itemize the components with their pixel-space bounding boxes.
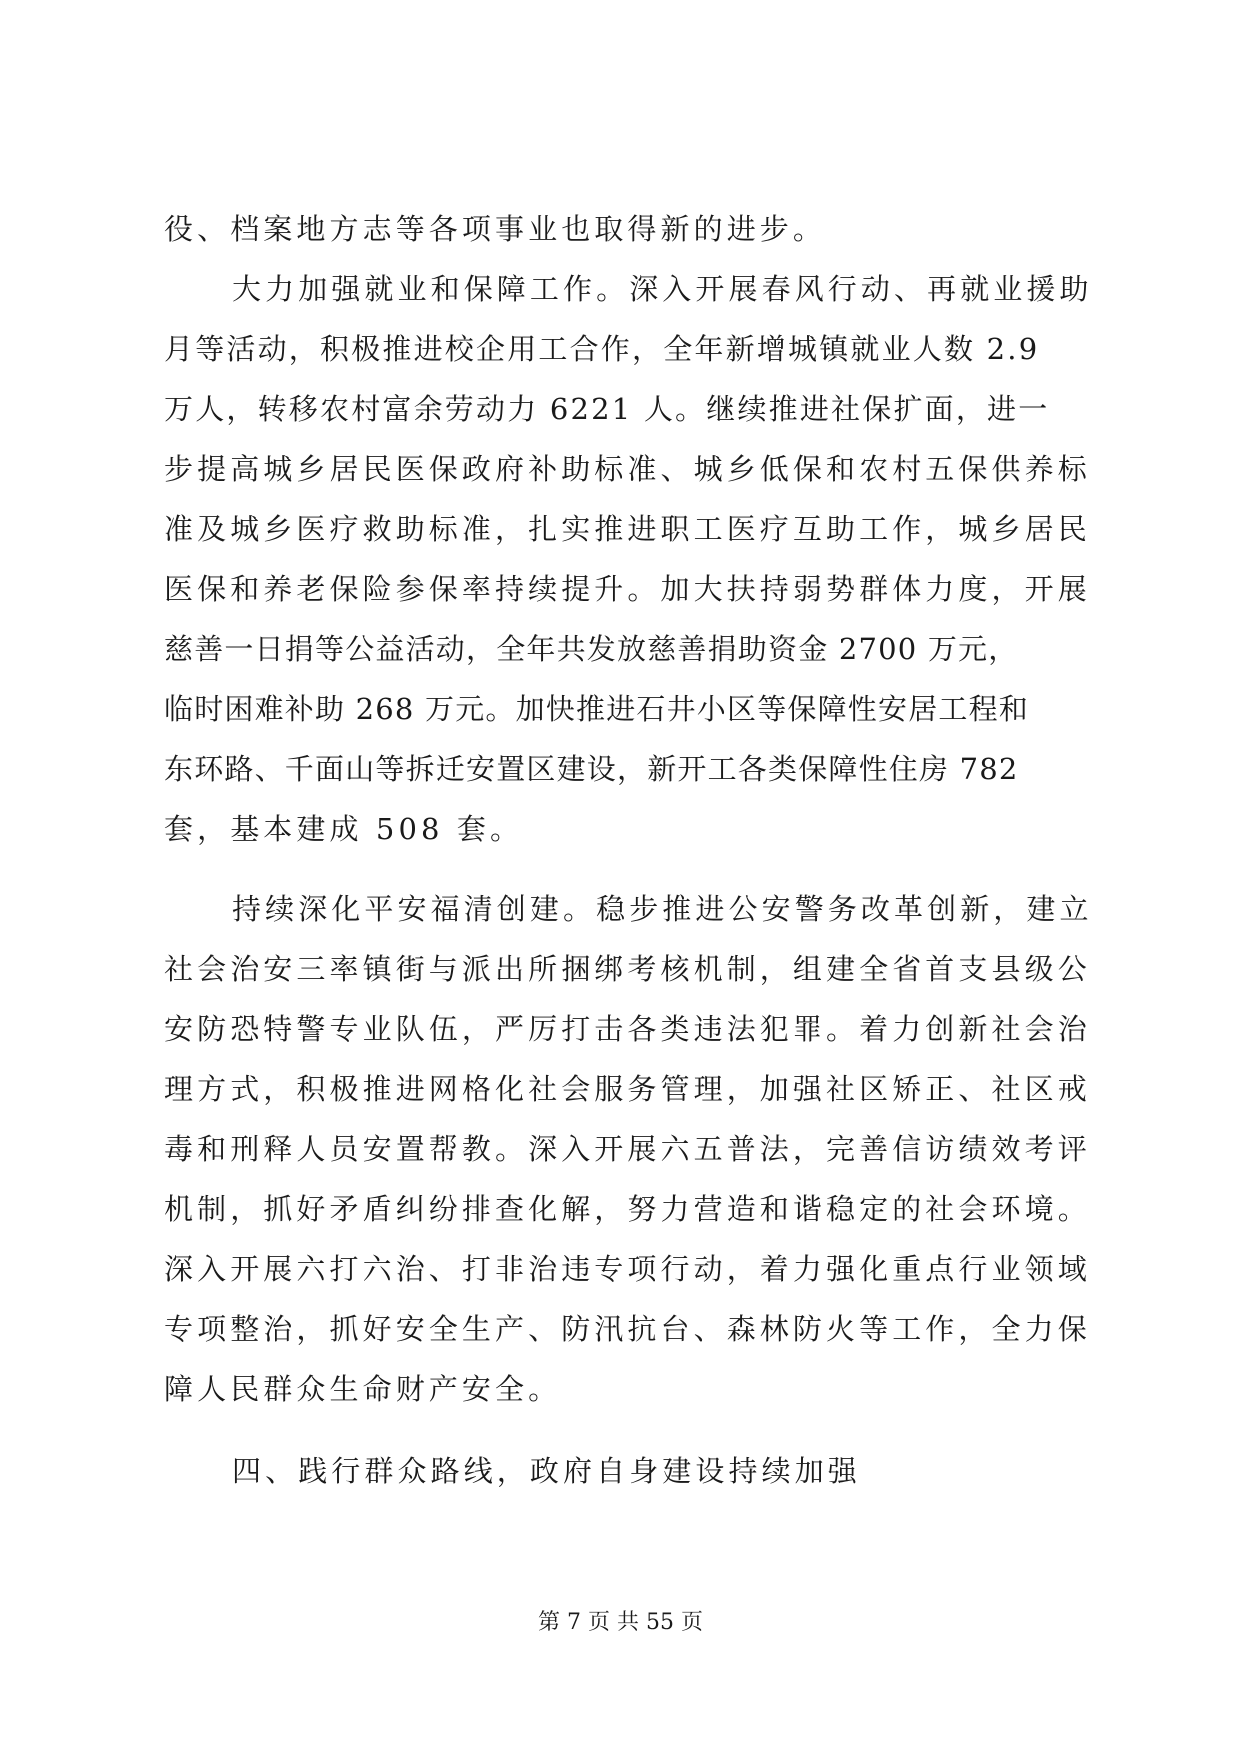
text-line: 步提高城乡居民医保政府补助标准、城乡低保和农村五保供养标 [164,452,1091,486]
text-line: 理方式，积极推进网格化社会服务管理，加强社区矫正、社区戒 [164,1072,1091,1106]
text-line: 机制，抓好矛盾纠纷排查化解，努力营造和谐稳定的社会环境。 [164,1192,1091,1226]
text-line: 东环路、千面山等拆迁安置区建设，新开工各类保障性住房 782 [164,752,1019,786]
text-line: 临时困难补助 268 万元。加快推进石井小区等保障性安居工程和 [164,692,1029,726]
text-line: 万人，转移农村富余劳动力 6221 人。继续推进社保扩面，进一 [164,392,1050,426]
text-line: 医保和养老保险参保率持续提升。加大扶持弱势群体力度，开展 [164,572,1091,606]
text-line: 持续深化平安福清创建。稳步推进公安警务改革创新，建立 [232,892,1093,926]
text-line: 大力加强就业和保障工作。深入开展春风行动、再就业援助 [232,272,1093,306]
text-line: 障人民群众生命财产安全。 [164,1372,562,1406]
section-heading: 四、践行群众路线，政府自身建设持续加强 [232,1454,861,1488]
text-line: 专项整治，抓好安全生产、防汛抗台、森林防火等工作，全力保 [164,1312,1091,1346]
text-line: 慈善一日捐等公益活动，全年共发放慈善捐助资金 2700 万元， [164,632,1019,666]
text-line: 役、档案地方志等各项事业也取得新的进步。 [164,212,827,246]
page-number: 第 7 页 共 55 页 [538,1610,703,1635]
text-line: 套，基本建成 508 套。 [164,812,524,846]
text-line: 毒和刑释人员安置帮教。深入开展六五普法，完善信访绩效考评 [164,1132,1091,1166]
text-line: 社会治安三率镇街与派出所捆绑考核机制，组建全省首支县级公 [164,952,1091,986]
text-line: 准及城乡医疗救助标准，扎实推进职工医疗互助工作，城乡居民 [164,512,1091,546]
text-line: 深入开展六打六治、打非治违专项行动，着力强化重点行业领域 [164,1252,1091,1286]
text-line: 安防恐特警专业队伍，严厉打击各类违法犯罪。着力创新社会治 [164,1012,1091,1046]
text-line: 月等活动，积极推进校企用工合作，全年新增城镇就业人数 2.9 [164,332,1040,366]
